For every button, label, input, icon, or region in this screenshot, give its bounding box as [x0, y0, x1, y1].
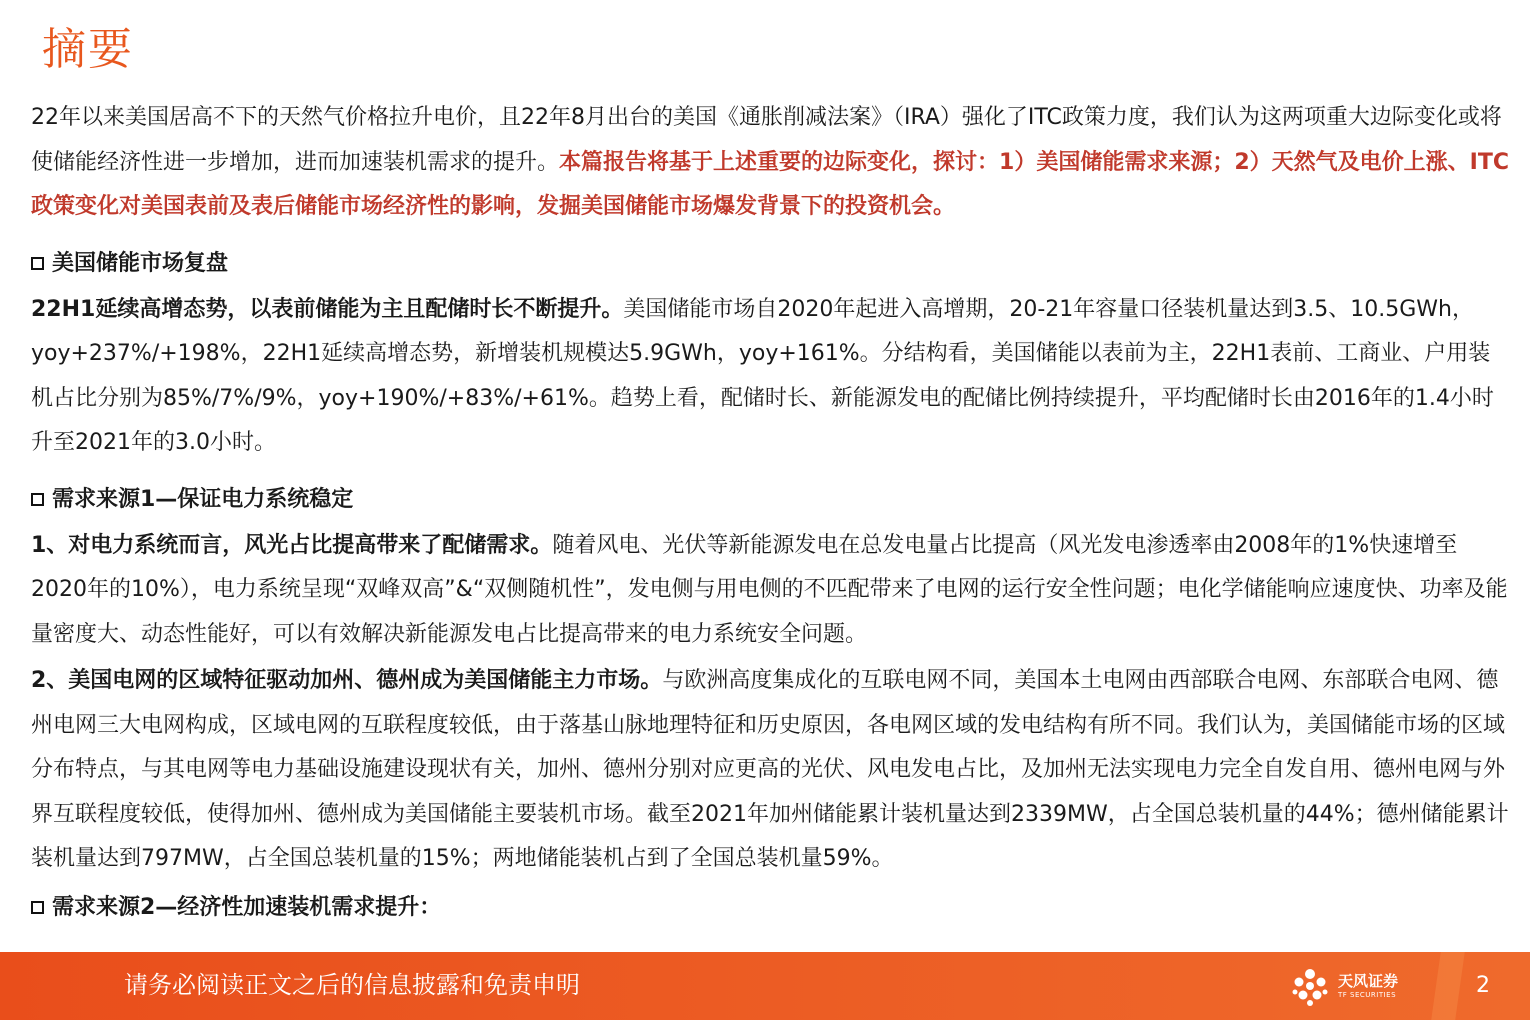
page-number: 2 [1476, 973, 1490, 998]
paragraph-body: 美国储能市场自2020年起进入高增期，20-21年容量口径装机量达到3.5、10.5GWh，yoy+237%/+198%，22H1延续高增态势，新增装机规模达5.9GWh，yoy+161%。分结构看，美国储能以表前为主，22H1表前、工商业、户用装机占比分别为85%/7%/9%，yoy+190%/+83%/+61%。趋势上看，配储时长、新能源发电的配储比例持续提升，平均配储时长由2016年的1.4小时升至2021年的3.0小时。 [31, 296, 1494, 455]
checkbox-bullet-icon [31, 901, 44, 914]
summary-content [31, 96, 1511, 932]
paragraph-lead: 2、美国电网的区域特征驱动加州、德州成为美国储能主力市场。 [31, 668, 663, 693]
intro-highlight: 本篇报告将基于上述重要的边际变化，探讨：1）美国储能需求来源；2）天然气及电价上涨、ITC政策变化对美国表前及表后储能市场经济性的影响，发掘美国储能市场爆发背景下的投资机会。 [31, 149, 1509, 219]
page-title: 摘要 [42, 24, 134, 75]
checkbox-bullet-icon [31, 257, 44, 270]
paragraph-body: 与欧洲高度集成化的互联电网不同，美国本土电网由西部联合电网、东部联合电网、德州电网三大电网构成，区域电网的互联程度较低，由于落基山脉地理特征和历史原因，各电网区域的发电结构有所不同。我们认为，美国储能市场的区域分布特点，与其电网等电力基础设施建设现状有关，加州、德州分别对应更高的光伏、风电发电占比，及加州无法实现电力完全自发自用、德州电网与外界互联程度较低，使得加州、德州成为美国储能主要装机市场。截至2021年加州储能累计装机量达到2339MW，占全国总装机量的44%；德州储能累计装机量达到797MW，占全国总装机量的15%；两地储能装机占到了全国总装机量59%。 [31, 668, 1509, 871]
section-heading-label: 需求来源1—保证电力系统稳定 [52, 486, 354, 512]
section-heading-label: 需求来源2—经济性加速装机需求提升： [52, 894, 442, 920]
disclaimer-note: 请务必阅读正文之后的信息披露和免责申明 [124, 971, 580, 999]
intro-paragraph [31, 96, 1511, 230]
section-heading [31, 478, 1511, 522]
flower-logo-icon [1286, 962, 1334, 1010]
intro-text: 22年以来美国居高不下的天然气价格拉升电价，且22年8月出台的美国《通胀削减法案》（IRA）强化了ITC政策力度，我们认为这两项重大边际变化或将使储能经济性进一步增加，进而加速装机需求的提升。 [31, 105, 1502, 175]
section-heading [31, 242, 1511, 286]
logo-chinese-name: 天风证券 [1338, 972, 1399, 990]
section-heading-label: 美国储能市场复盘 [52, 250, 229, 276]
section-paragraph [31, 524, 1511, 658]
section-paragraph [31, 288, 1511, 466]
logo-english-name: TF SECURITIES [1338, 991, 1397, 999]
footer-bar [0, 952, 1530, 1020]
section-heading [31, 886, 1511, 930]
section-paragraph [31, 659, 1511, 882]
paragraph-lead: 1、对电力系统而言，风光占比提高带来了配储需求。 [31, 532, 553, 558]
company-logo [1286, 962, 1398, 1010]
paragraph-body: 随着风电、光伏等新能源发电在总发电量占比提高（风光发电渗透率由2008年的1%快速增至2020年的10%），电力系统呈现“双峰双高”&“双侧随机性”，发电侧与用电侧的不匹配带来了电网的运行安全性问题；电化学储能响应速度快、功率及能量密度大、动态性能好，可以有效解决新能源发电占比提高带来的电力系统安全问题。 [31, 532, 1508, 647]
paragraph-lead: 22H1延续高增态势，以表前储能为主且配储时长不断提升。 [31, 296, 624, 322]
checkbox-bullet-icon [31, 493, 44, 506]
decorative-stripe [1431, 952, 1465, 1020]
